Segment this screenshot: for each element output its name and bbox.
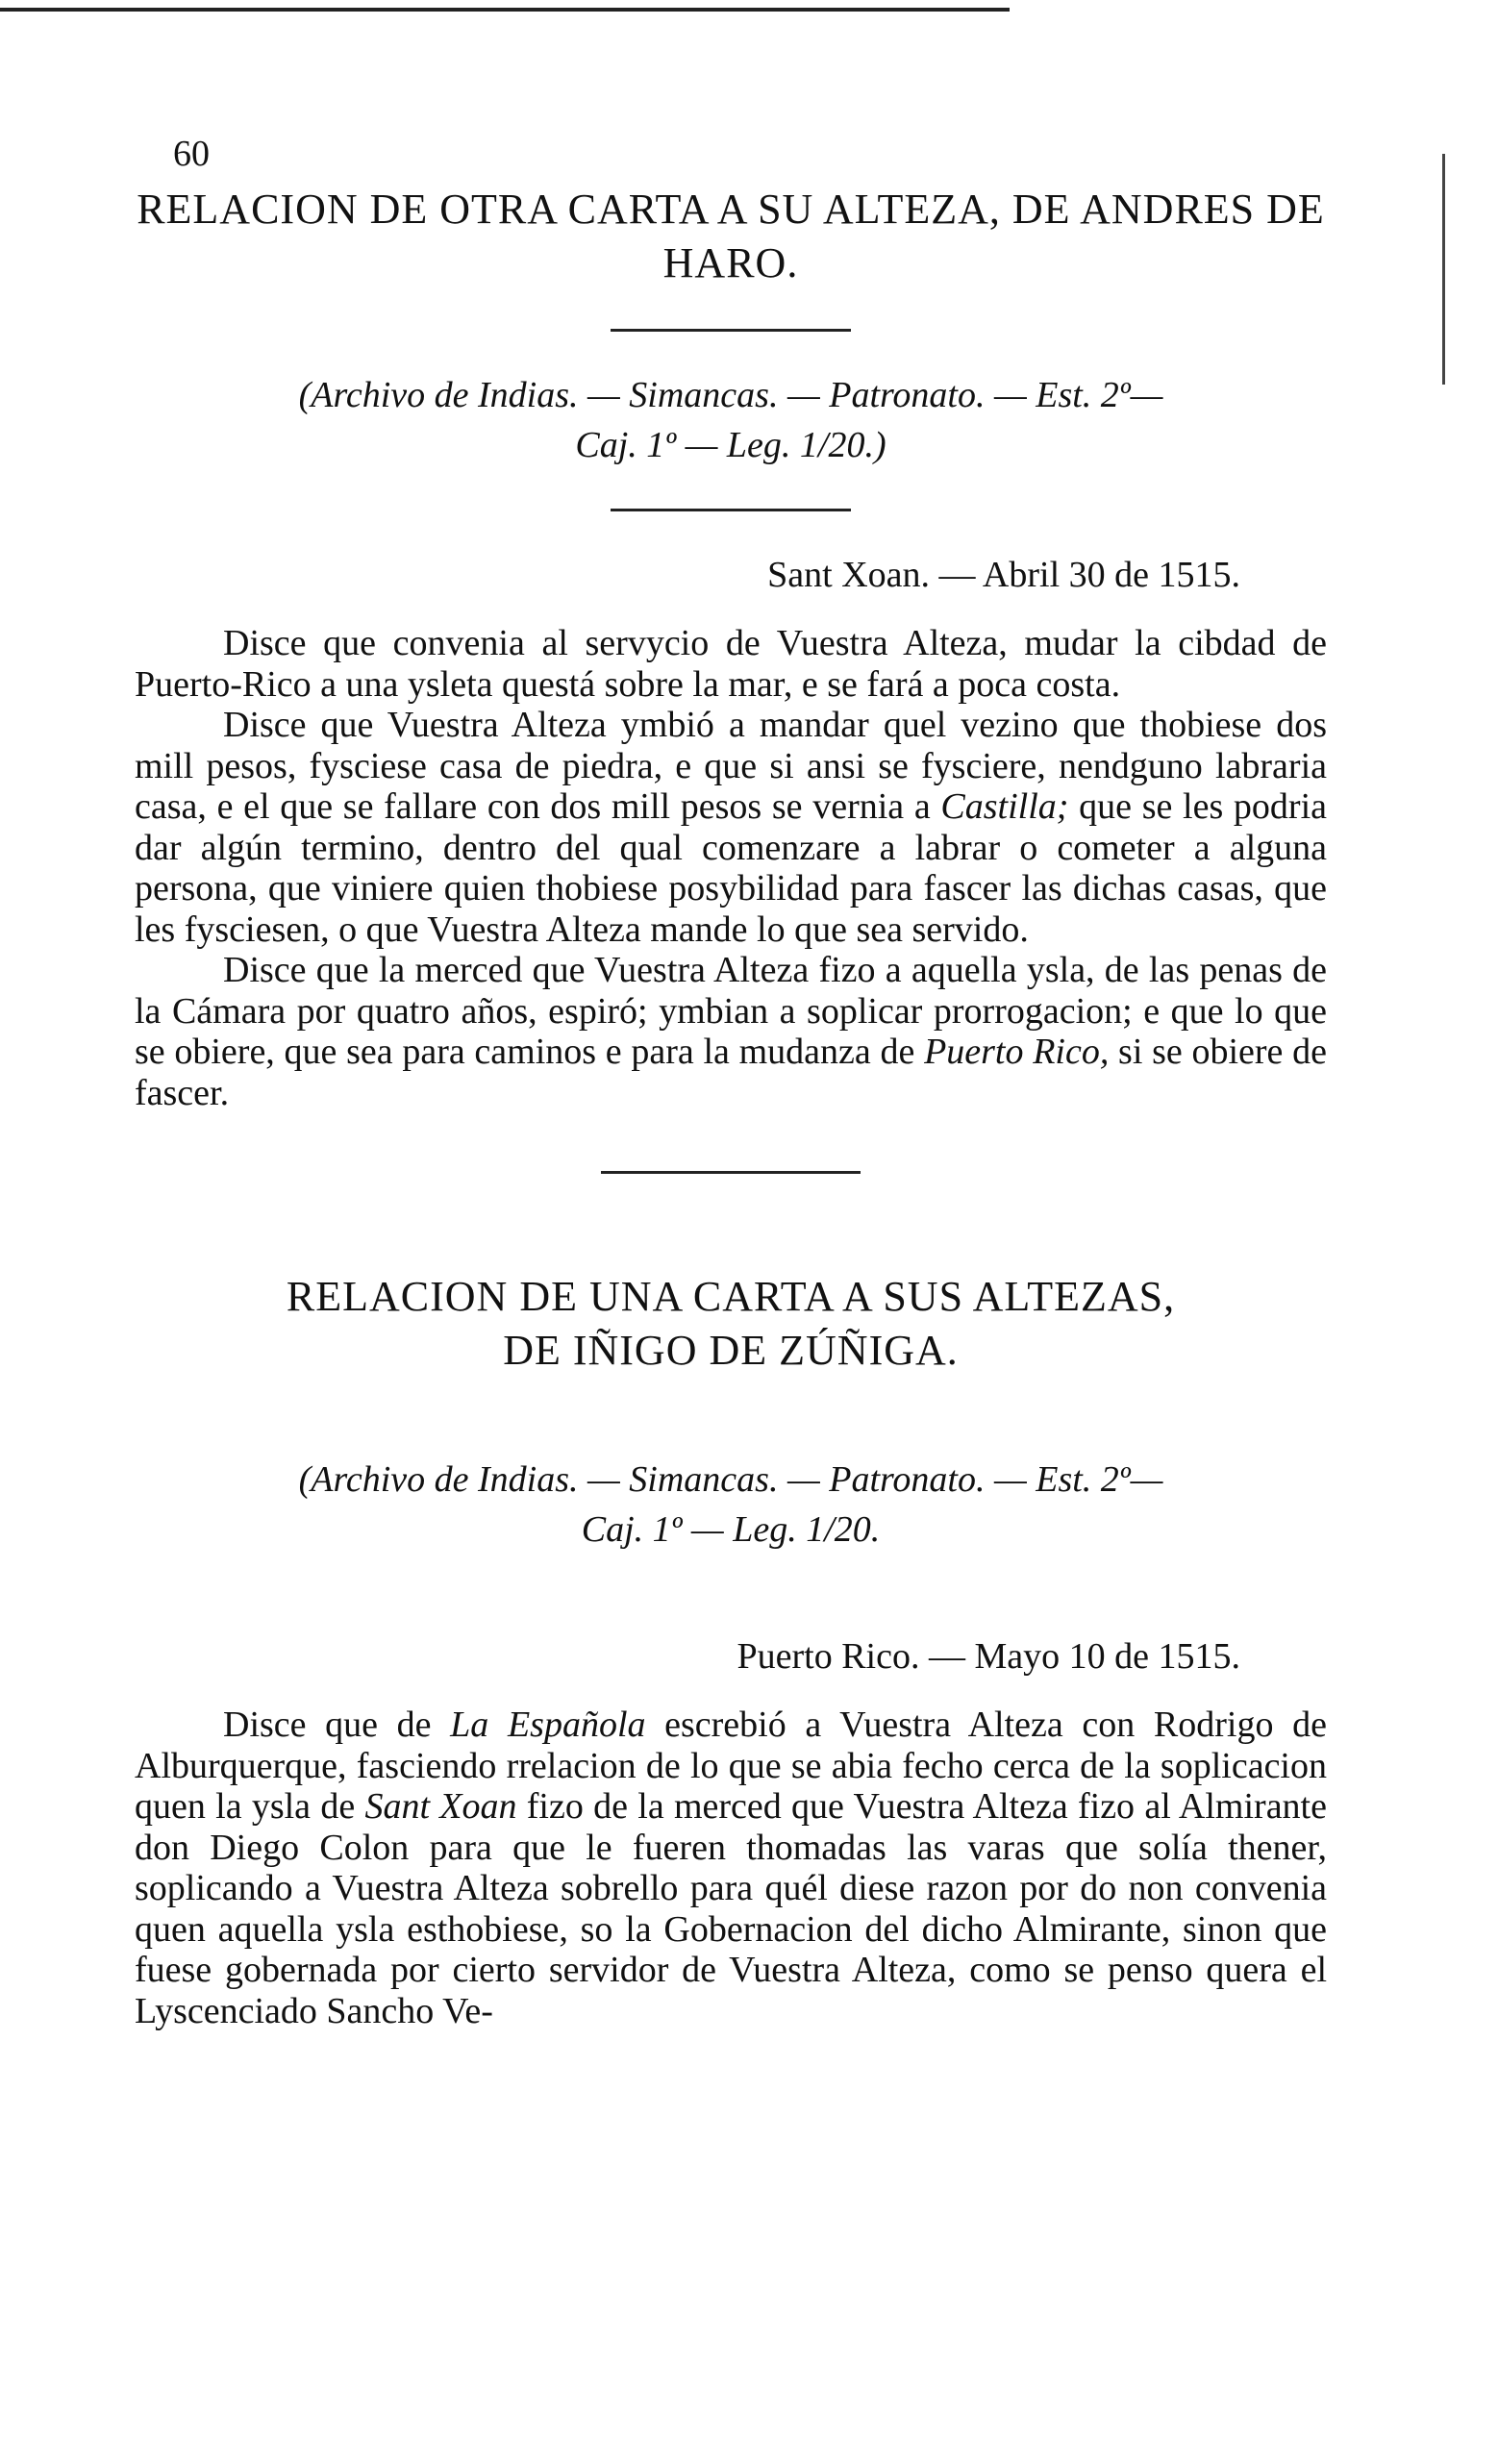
citation-line: (Archivo de Indias. — Simancas. — Patronato. — Est. 2º— bbox=[298, 1459, 1163, 1500]
divider-rule bbox=[611, 329, 851, 332]
title-line: DE IÑIGO DE ZÚÑIGA. bbox=[503, 1327, 959, 1374]
section1-place-date: Sant Xoan. — Abril 30 de 1515. bbox=[767, 555, 1240, 595]
right-margin-line bbox=[1442, 154, 1445, 385]
section2-citation bbox=[135, 1455, 1327, 1555]
italic-text: Sant Xoan bbox=[364, 1786, 517, 1827]
section-divider-rule bbox=[601, 1171, 861, 1174]
text-run: Disce que Vuestra Alteza ymbió a mandar quel vezino que thobiese dos mill pesos, fysciese casa de piedra, e que si ansi se fysciere, nendguno labraria casa, e el que se fallare con dos mill pesos se vernia a bbox=[135, 705, 1327, 827]
section2-paragraph-1 bbox=[135, 1705, 1327, 2031]
citation-line: (Archivo de Indias. — Simancas. — Patronato. — Est. 2º— bbox=[298, 375, 1163, 415]
italic-text: La Española bbox=[450, 1705, 646, 1745]
page-number: 60 bbox=[173, 134, 210, 174]
citation-line: Caj. 1º — Leg. 1/20. bbox=[581, 1509, 881, 1550]
section2-title bbox=[135, 1270, 1327, 1378]
text-run: Disce que la merced que Vuestra Alteza fizo a aquella ysla, de las penas de la Cámara por quatro años, espiró; ymbian a soplicar prorrogacion; e que lo que se obiere, que sea para caminos e para la mudanza de bbox=[135, 950, 1327, 1072]
section1-paragraph-1: Disce que convenia al servycio de Vuestra Alteza, mudar la cibdad de Puerto-Rico a una ysleta questá sobre la mar, e se fará a poca costa. bbox=[135, 623, 1327, 705]
citation-line: Caj. 1º — Leg. 1/20.) bbox=[575, 425, 886, 465]
divider-rule bbox=[611, 509, 851, 511]
text-run: Disce que de bbox=[223, 1705, 451, 1745]
title-line: RELACION DE UNA CARTA A SUS ALTEZAS, bbox=[286, 1273, 1176, 1320]
section2-place-date: Puerto Rico. — Mayo 10 de 1515. bbox=[737, 1636, 1240, 1677]
text-run: si se obiere de fascer. bbox=[135, 1032, 1328, 1113]
section1-paragraph-3 bbox=[135, 950, 1327, 1113]
section1-title: RELACION DE OTRA CARTA A SU ALTEZA, DE ANDRES DE HARO. bbox=[137, 186, 1325, 286]
text-run: fizo de la merced que Vuestra Alteza fizo al Almirante don Diego Colon para que le fueren thomadas las varas que solía thener, soplicando a Vuestra Alteza sobrello para quél diese razon por do non convenia quen aquella ysla esthobiese, so la Gobernacion del dicho Almirante, sinon que fuese gobernada por cierto servidor de Vuestra Alteza, como se penso quera el Lyscenciado Sancho Ve- bbox=[135, 1786, 1327, 2031]
section1-paragraph-2 bbox=[135, 705, 1327, 950]
text-run: que se les podria dar algún termino, dentro del qual comenzare a labrar o cometer a alguna persona, que viniere quien thobiese posybilidad para fascer las dichas casas, que les fysciesen, o que Vuestra Alteza mande lo que sea servido. bbox=[135, 786, 1328, 950]
top-border-line bbox=[0, 8, 1010, 12]
document-page bbox=[135, 183, 1327, 2031]
section1-citation bbox=[135, 370, 1327, 470]
italic-text: Castilla; bbox=[940, 786, 1069, 827]
italic-text: Puerto Rico, bbox=[924, 1032, 1110, 1072]
text-run: escrebió a Vuestra Alteza con Rodrigo de Alburquerque, fasciendo rrelacion de lo que se abia fecho cerca de la soplicacion quen la ysla de bbox=[135, 1705, 1327, 1827]
